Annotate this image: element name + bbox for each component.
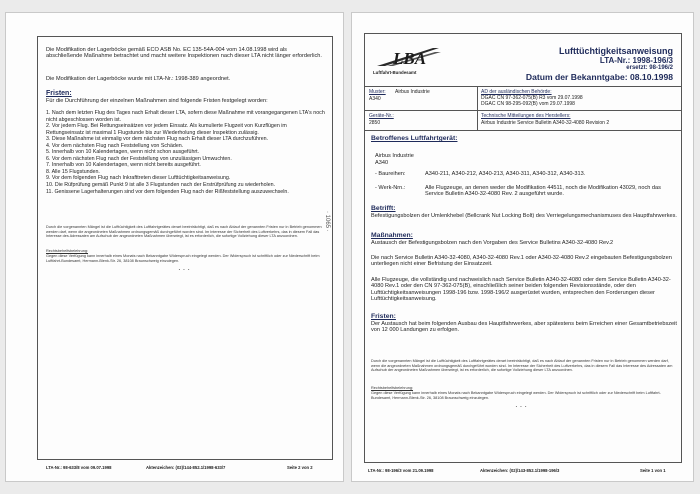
table-rule xyxy=(365,130,681,131)
massnahmen-text-2: Die nach Service Bulletin A340-32-4080, A340-32-4080 Rev.1 oder A340-32-4080 Rev.2 eingebauten Befestigungsbolzen unterliegen nicht einer Befristung der Einsatzzeit. xyxy=(371,255,672,268)
ellipsis-mark: ··· xyxy=(178,265,192,274)
fristen-text-right: Der Austausch hat beim folgenden Ausbau des Hauptfahrwerkes, aber spätestens beim Erreichen einer Gesamtbetriebszeit von 12 000 Landungen zu erfolgen. xyxy=(371,321,677,334)
list-item: 6. Vor dem nächsten Flug nach der Feststellung von unzulässigen Umwuchten. xyxy=(46,155,232,162)
list-item: 3. Diese Maßnahme ist einmalig vor dem nächsten Flug nach Erhalt dieser LTA durchzuführen. xyxy=(46,136,269,143)
list-item: 9. Vor dem folgenden Flug nach Inkrafttreten dieser Lufttüchtigkeitsanweisung. xyxy=(46,175,231,182)
ersetzt-note: ersetzt: 98-196/2 xyxy=(626,65,673,71)
list-item: 1. Nach dem letzten Flug des Tages nach Erhalt dieser LTA, sofern diese Maßnahme mit vorangegangenen LTA's noch nicht abgeschlossen worden ist. xyxy=(46,110,325,123)
footer-aktenzeichen-left: Aktenzeichen: (02)/144-852.1/1998-633/7 xyxy=(146,465,226,470)
werknr-value: Alle Flugzeuge, an denen weder die Modifikation 44511, noch die Modifikation 43029, noch das Service Bulletin A340-32-4080 Rev. 2 ausgeführt wurde. xyxy=(425,185,661,198)
table-divider xyxy=(477,86,478,130)
lba-logo xyxy=(373,44,453,78)
footer-aktenzeichen-right: Aktenzeichen: (02)/143-852.1/1998-196/3 xyxy=(480,468,560,473)
massnahmen-text-3: Alle Flugzeuge, die vollständig und nachweislich nach Service Bulletin A340-32-4080 oder dem Service Bulletin A340-32-4080 Rev.1 oder den CN 97-362-075(B), einschließlich seiner beiden folgenden Revisionsstände, oder den Lufttüchtigkeitsanweisungen 1998-196 bzw. 1998-196/2 ausgerüstet wurden, entsprechen den Forderungen dieser Lufttüchtigkeitsanweisung. xyxy=(371,277,671,303)
muster-type: A340 xyxy=(369,96,381,102)
typ-value: A340 xyxy=(375,160,389,166)
rechts-heading-left: Rechtsbehelfsbelehrung: xyxy=(46,249,89,253)
table-rule xyxy=(365,110,681,111)
tm-value: Airbus Industrie Service Bulletin A340-32-4080 Revision 2 xyxy=(481,120,610,126)
intro-paragraph-1: Die Modifikation der Lagerböcke gemäß ECO ASB No. EC 135-54A-004 vom 14.08.1998 wird als abschließende Maßnahme betrachtet und macht weitere Inspektionen nach dieser LTA nicht länger erforderlich. xyxy=(46,47,322,60)
fristen-heading-left: Fristen: xyxy=(46,90,72,97)
svg-text:LBA: LBA xyxy=(393,49,427,68)
list-item: 7. Innerhalb von 10 Kalendertagen, wenn nicht bereits ausgeführt. xyxy=(46,162,201,169)
geraete-label: Geräte-Nr.: xyxy=(369,113,394,119)
margin-annotation: · 1065 · xyxy=(324,211,330,232)
left-page-frame xyxy=(37,36,333,460)
intro-paragraph-2: Die Modifikation der Lagerböcke wurde mit LTA-Nr.: 1998-389 angeordnet. xyxy=(46,76,231,82)
list-item: 11. Genissene Lagerhalterungen sind vor dem folgenden Flug nach der Rißfeststellung auszuwechseln. xyxy=(46,188,289,195)
footer-page-left: Seite 2 von 2 xyxy=(287,465,313,470)
lta-number: LTA-Nr.: 1998-196/3 xyxy=(599,56,673,65)
list-item: 2. Vor jedem Flug. Bei Rettungseinsätzen vor jedem Einsatz. Als kumulierte Flugzeit von Kurzflügen im Rettungseinsatz ist maximal 1 Flugstunde bis zur Wiederholung dieser Inspektion zulässig. xyxy=(46,123,287,136)
ad-value-2: DGAC CN 98-295-092(B) vom 29.07.1998 xyxy=(481,101,575,107)
betroffenes-heading: Betroffenes Luftfahrtgerät: xyxy=(371,135,458,142)
table-rule xyxy=(365,86,681,87)
fristen-intro-left: Für die Durchführung der einzelnen Maßnahmen sind folgende Fristen festgelegt worden: xyxy=(46,98,268,104)
document-title: Lufttüchtigkeitsanweisung xyxy=(558,46,673,56)
list-item: 4. Vor dem nächsten Flug nach Feststellung von Schäden. xyxy=(46,142,184,149)
footer-lta-right: LTA-Nr.: 98-196/3 vom 21.09.1998 xyxy=(368,468,434,473)
bekanntgabe-date: Datum der Bekanntgabe: 08.10.1998 xyxy=(525,72,673,82)
lba-logo-icon xyxy=(373,44,449,70)
tm-label: Technische Mitteilungen des Herstellers: xyxy=(481,113,571,119)
rechts-heading-right: Rechtsbehelfsbelehrung: xyxy=(371,386,414,390)
list-item: 8. Alle 15 Flugstunden. xyxy=(46,168,100,175)
fristen-list xyxy=(46,110,326,195)
geraete-value: 2850 xyxy=(369,120,381,126)
notice-paragraph-left: Durch die vorgenannten Mängel ist die Lufttüchtigkeit des Luftfahrtgerätes derart beeinträchtigt, daß es nach Ablauf der genannten Fristen nur in Betrieb genommen werden darf, wenn die angeordneten Maßnahmen ordnungsgemäß durchgeführt worden sind. Im Interesse der Sicherheit des Luftverkehrs, das in diesem Fall das Interesse des Adressaten am Aufschub der angeordneten Maßnahmen überwiegt, ist es erforderlich, die sofortige Vollziehung dieser LTA anzuordnen. xyxy=(46,225,322,238)
notice-paragraph-right: Durch die vorgenannten Mängel ist die Lufttüchtigkeit des Luftfahrtgerätes derart beeinträchtigt, daß es nach Ablauf der genannten Fristen nur in Betrieb genommen werden darf, wenn die angeordneten Maßnahmen ordnungsgemäß durchgeführt worden sind. Im Interesse der Sicherheit des Luftverkehrs, das in diesem Fall das Interesse des Adressaten am Aufschub der angeordneten Maßnahmen überwiegt, ist es erforderlich, die sofortige Vollziehung dieser LTA anzuordnen. xyxy=(371,359,673,372)
rechts-text-right: Gegen diese Verfügung kann innerhalb eines Monats nach Bekanntgabe Widerspruch eingelegt werden. Der Widerspruch ist schriftlich oder zur Niederschrift beim Luftfahrt-Bundesamt, Hermann-Blenk-Str. 26, 38108 Braunschweig einzulegen. xyxy=(371,391,661,400)
muster-value: Airbus Industrie xyxy=(395,89,430,95)
ad-label: AD der ausländischen Behörde: xyxy=(481,89,552,95)
baureihen-label: - Baureihen: xyxy=(375,171,406,177)
betrifft-heading: Betrifft: xyxy=(371,205,396,212)
massnahmen-heading: Maßnahmen: xyxy=(371,232,413,239)
logo-caption: Luftfahrt-Bundesamt xyxy=(373,70,417,75)
rechts-text-left: Gegen diese Verfügung kann innerhalb eines Monats nach Bekanntgabe Widerspruch eingelegt werden. Der Widerspruch ist schriftlich oder zur Niederschrift beim Luftfahrt-Bundesamt, Hermann-Blenk-Str. 26, 38108 Braunschweig einzulegen. xyxy=(46,254,320,263)
hersteller-value: Airbus Industrie xyxy=(375,153,414,159)
baureihen-value: A340-211, A340-212, A340-213, A340-311, A340-312, A340-313. xyxy=(425,171,586,177)
list-item: 10. Die Rüfprüfung gemäß Punkt 9 ist alle 3 Flugstunden nach der Erstrüfprüfung zu wiederholen. xyxy=(46,182,276,189)
right-page-frame xyxy=(364,33,682,463)
footer-lta-left: LTA-Nr.: 98-633/8 vom 09.07.1998 xyxy=(46,465,112,470)
muster-label: Muster: xyxy=(369,89,386,95)
massnahmen-text-1: Austausch der Befestigungsbolzen nach den Vorgaben des Service Bulletins A340-32-4080 Rev.2 xyxy=(371,240,614,246)
fristen-heading-right: Fristen: xyxy=(371,313,396,320)
right-page xyxy=(351,12,694,482)
ad-value-1: DGAC CN 97-362-075(B) R3 vom 29.07.1998 xyxy=(481,95,583,101)
footer-page-right: Seite 1 von 1 xyxy=(640,468,666,473)
werknr-label: - Werk-Nrn.: xyxy=(375,185,406,191)
betrifft-text: Befestigungsbolzen der Umlenkhebel (Bellcrank Nut Locking Bolt) des Verriegelungsmechanismuses des Hauptfahrwerkes. xyxy=(371,213,677,219)
ellipsis-mark: ··· xyxy=(515,402,529,411)
list-item: 5. Innerhalb von 10 Kalendertagen, wenn nicht schon ausgeführt. xyxy=(46,149,200,156)
left-page xyxy=(5,12,344,482)
